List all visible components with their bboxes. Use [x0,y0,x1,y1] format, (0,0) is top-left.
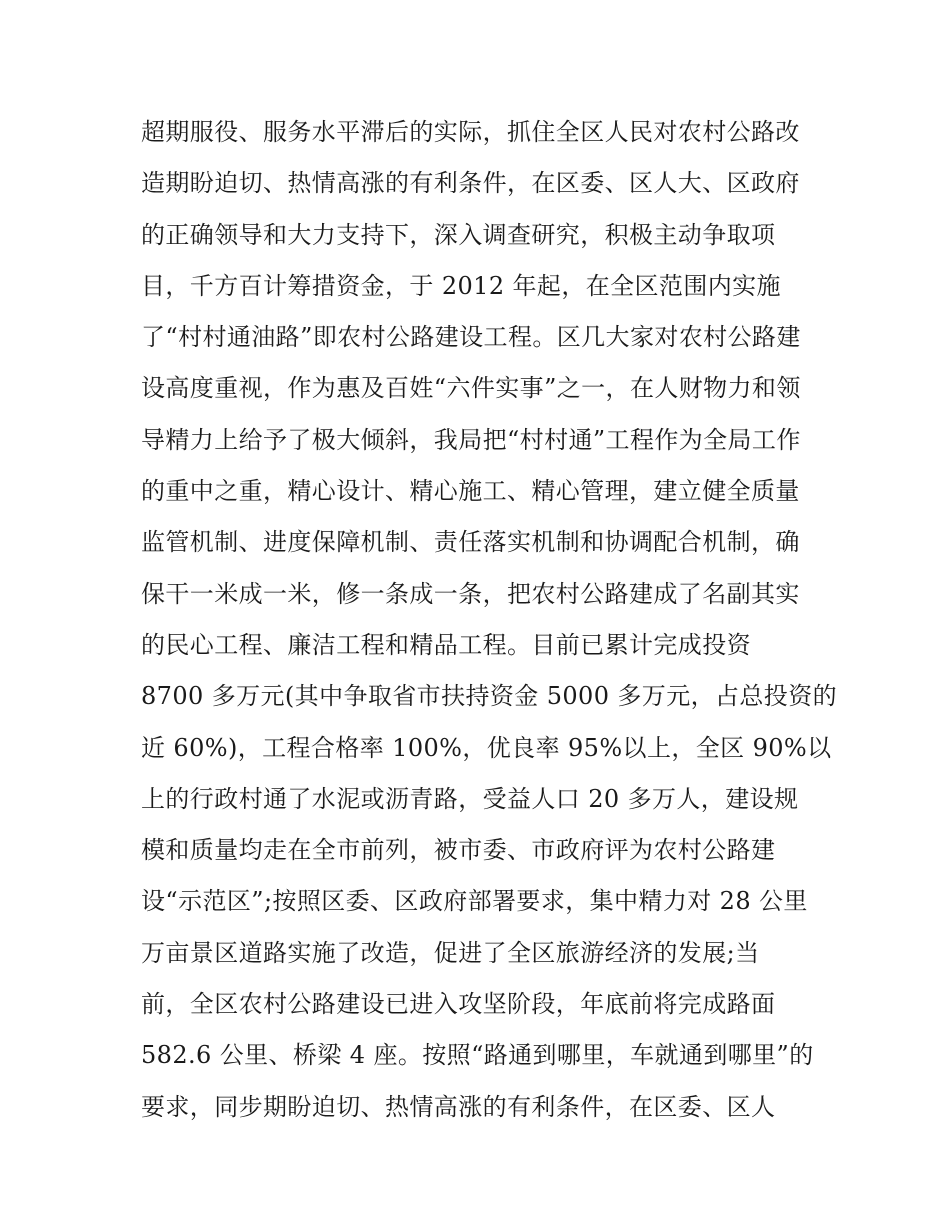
text-line-4: 目，千方百计筹措资金，于 2012 年起，在全区范围内实施 [141,271,781,300]
text-line-16: 设“示范区”;按照区委、区政府部署要求，集中精力对 28 公里 [141,887,808,916]
text-line-6: 设高度重视，作为惠及百姓“六件实事”之一，在人财物力和领 [141,374,801,403]
body-paragraph [141,107,838,1133]
text-line-9: 监管机制、进度保障机制、责任落实机制和协调配合机制，确 [141,528,800,557]
text-line-3: 的正确领导和大力支持下，深入调查研究，积极主动争取项 [141,220,776,249]
text-line-19: 582.6 公里、桥梁 4 座。按照“路通到哪里，车就通到哪里”的 [141,1041,814,1070]
text-line-14: 上的行政村通了水泥或沥青路，受益人口 20 多万人，建设规 [141,784,799,813]
text-line-15: 模和质量均走在全市前列，被市委、市政府评为农村公路建 [141,836,776,865]
text-line-11: 的民心工程、廉洁工程和精品工程。目前已累计完成投资 [141,630,751,659]
text-line-8: 的重中之重，精心设计、精心施工、精心管理，建立健全质量 [141,477,800,506]
text-line-2: 造期盼迫切、热情高涨的有利条件，在区委、区人大、区政府 [141,169,800,198]
text-line-17: 万亩景区道路实施了改造，促进了全区旅游经济的发展;当 [141,938,760,967]
text-line-13: 近 60%)，工程合格率 100%，优良率 95%以上，全区 90%以 [141,733,832,762]
text-line-1: 超期服役、服务水平滞后的实际，抓住全区人民对农村公路改 [141,118,800,146]
text-line-20: 要求，同步期盼迫切、热情高涨的有利条件，在区委、区人 [141,1092,776,1121]
text-line-18: 前，全区农村公路建设已进入攻坚阶段，年底前将完成路面 [141,990,776,1019]
text-line-12: 8700 多万元(其中争取省市扶持资金 5000 多万元，占总投资的 [141,682,838,711]
text-line-10: 保干一米成一米，修一条成一条，把农村公路建成了名副其实 [141,579,800,608]
text-line-5: 了“村村通油路”即农村公路建设工程。区几大家对农村公路建 [141,323,801,352]
text-line-7: 导精力上给予了极大倾斜，我局把“村村通”工程作为全局工作 [141,425,801,454]
